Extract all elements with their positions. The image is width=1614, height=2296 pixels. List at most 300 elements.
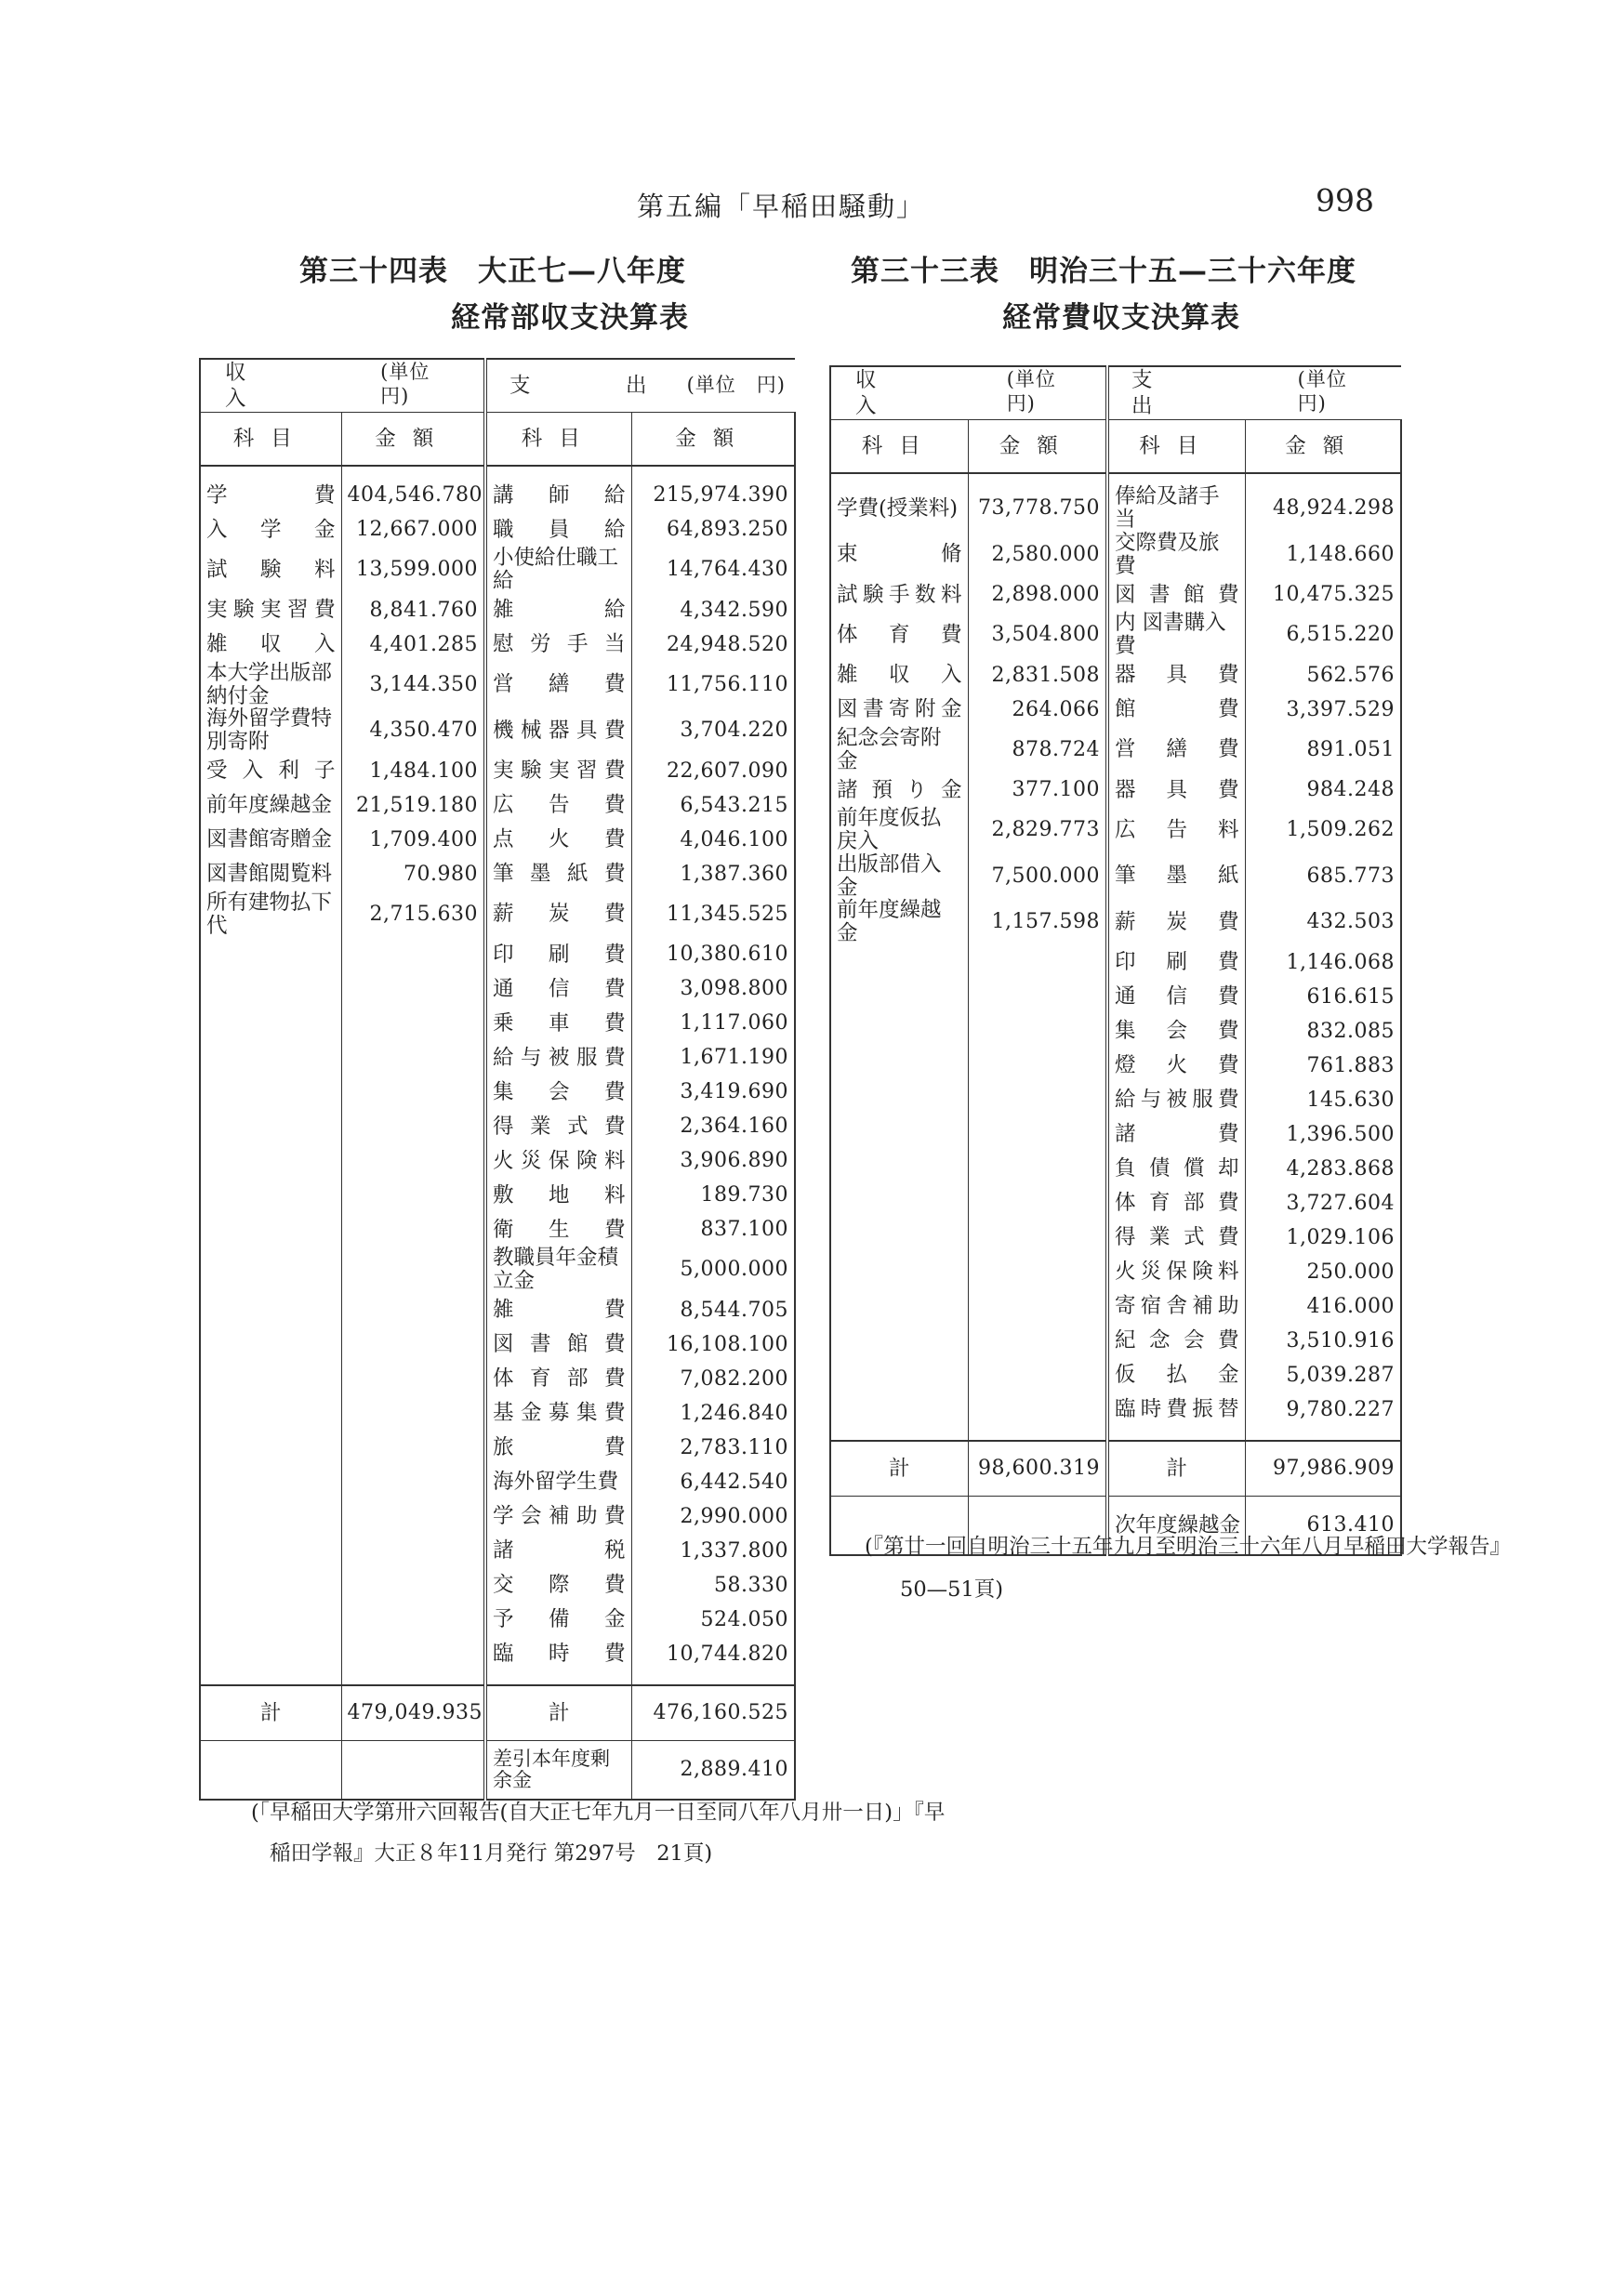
expense-amount: 1,387.360 <box>631 857 795 891</box>
income-item <box>830 1324 968 1358</box>
income-amount <box>341 1465 485 1499</box>
income-amount <box>341 1534 485 1568</box>
table-row <box>200 1247 795 1293</box>
table-row <box>200 512 795 547</box>
expense-item: 通信費 <box>485 971 631 1006</box>
expense-amount: 1,246.840 <box>631 1396 795 1431</box>
expense-header-cell <box>485 359 795 413</box>
table-row <box>200 707 795 754</box>
income-item <box>200 971 341 1006</box>
income-item <box>200 1075 341 1109</box>
expense-item: 予備金 <box>485 1603 631 1637</box>
income-item: 所有建物払下代 <box>200 891 341 938</box>
table-row <box>830 899 1401 945</box>
income-item <box>830 1049 968 1083</box>
expense-amount: 7,082.200 <box>631 1362 795 1396</box>
table-row <box>200 1075 795 1109</box>
expense-amount: 16,108.100 <box>631 1327 795 1362</box>
expense-item: 体育部費 <box>485 1362 631 1396</box>
income-amount <box>341 1327 485 1362</box>
income-amount: 21,519.180 <box>341 788 485 823</box>
balance-label: 次年度繰越金 <box>1107 1496 1245 1555</box>
income-amount <box>341 1603 485 1637</box>
expense-amount: 432.503 <box>1245 899 1401 945</box>
table-row <box>200 627 795 662</box>
expense-item: 俸給及諸手当 <box>1107 473 1245 532</box>
expense-header: 支 出 <box>509 374 684 399</box>
income-item <box>830 1392 968 1441</box>
table-row <box>830 1358 1401 1392</box>
expense-amount: 6,442.540 <box>631 1465 795 1499</box>
income-item <box>200 1396 341 1431</box>
income-amount <box>968 1392 1107 1441</box>
expense-amount: 616.615 <box>1245 980 1401 1014</box>
expense-item: 印刷費 <box>1107 945 1245 980</box>
table-row <box>830 1117 1401 1152</box>
col-amount-header: 金額 <box>1245 420 1401 474</box>
expense-amount: 416.000 <box>1245 1289 1401 1324</box>
balance-amount: 613.410 <box>1245 1496 1401 1555</box>
income-item <box>200 1293 341 1327</box>
expense-amount: 1,148.660 <box>1245 532 1401 578</box>
income-amount <box>341 1212 485 1247</box>
table-row <box>200 1362 795 1396</box>
income-item: 試験手数料 <box>830 577 968 612</box>
income-amount <box>341 971 485 1006</box>
expense-amount: 524.050 <box>631 1603 795 1637</box>
income-total: 479,049.935 <box>341 1685 485 1741</box>
expense-header: 支 出 <box>1131 368 1249 419</box>
expense-item: 火災保険料 <box>485 1143 631 1178</box>
expense-amount: 1,337.800 <box>631 1534 795 1568</box>
income-item <box>200 1212 341 1247</box>
total-label: 計 <box>830 1441 968 1497</box>
expense-item: 給与被服費 <box>1107 1083 1245 1117</box>
income-amount: 2,831.508 <box>968 658 1107 693</box>
income-item: 受入利子 <box>200 754 341 788</box>
expense-amount: 2,990.000 <box>631 1499 795 1534</box>
expense-item: 薪炭費 <box>485 891 631 938</box>
income-amount: 1,157.598 <box>968 899 1107 945</box>
income-amount: 3,144.350 <box>341 662 485 708</box>
income-amount: 7,500.000 <box>968 853 1107 900</box>
income-amount: 264.066 <box>968 693 1107 727</box>
income-item <box>830 1186 968 1221</box>
table-row <box>200 1293 795 1327</box>
income-item <box>200 1006 341 1040</box>
income-item: 前年度繰越金 <box>830 899 968 945</box>
empty-cell <box>200 1740 341 1800</box>
expense-amount: 215,974.390 <box>631 466 795 512</box>
income-item: 本大学出版部納付金 <box>200 662 341 708</box>
expense-amount: 10,475.325 <box>1245 577 1401 612</box>
col-item-header: 科目 <box>485 413 631 467</box>
income-amount <box>968 1255 1107 1289</box>
table-row <box>200 662 795 708</box>
right-table-title: 第三十三表 明治三十五—三十六年度 <box>851 255 1356 288</box>
expense-item: 燈火費 <box>1107 1049 1245 1083</box>
income-amount: 404,546.780 <box>341 466 485 512</box>
income-amount: 2,898.000 <box>968 577 1107 612</box>
table-row <box>200 1006 795 1040</box>
table-row <box>830 577 1401 612</box>
expense-item: 筆墨紙費 <box>485 857 631 891</box>
expense-item: 実験実習費 <box>485 754 631 788</box>
expense-amount: 2,364.160 <box>631 1109 795 1143</box>
expense-item: 乗車費 <box>485 1006 631 1040</box>
income-item <box>830 980 968 1014</box>
expense-item: 基金募集費 <box>485 1396 631 1431</box>
income-amount: 1,484.100 <box>341 754 485 788</box>
income-item <box>200 1327 341 1362</box>
income-item <box>830 1358 968 1392</box>
total-label: 計 <box>1107 1441 1245 1497</box>
income-amount: 377.100 <box>968 772 1107 807</box>
expense-item: 給与被服費 <box>485 1040 631 1075</box>
expense-amount: 250.000 <box>1245 1255 1401 1289</box>
left-source-line2: 稲田学報』大正８年11月発行 第297号 21頁) <box>270 1841 713 1866</box>
expense-item: 器具費 <box>1107 772 1245 807</box>
expense-item: 寄宿舎補助 <box>1107 1289 1245 1324</box>
expense-amount: 891.051 <box>1245 727 1401 773</box>
income-amount <box>968 945 1107 980</box>
table-row <box>200 937 795 971</box>
expense-amount: 64,893.250 <box>631 512 795 547</box>
income-amount: 2,829.773 <box>968 807 1107 853</box>
income-item <box>200 1247 341 1293</box>
left-table-subtitle: 経常部収支決算表 <box>451 301 689 335</box>
expense-item: 学会補助費 <box>485 1499 631 1534</box>
total-label: 計 <box>200 1685 341 1741</box>
table-row <box>200 788 795 823</box>
expense-amount: 761.883 <box>1245 1049 1401 1083</box>
income-item <box>830 1117 968 1152</box>
income-item <box>200 1499 341 1534</box>
income-item <box>830 1255 968 1289</box>
income-item <box>830 945 968 980</box>
income-item <box>830 1221 968 1255</box>
income-amount <box>968 1289 1107 1324</box>
expense-amount: 8,544.705 <box>631 1293 795 1327</box>
page-number: 998 <box>1316 182 1374 218</box>
table-row <box>830 658 1401 693</box>
income-item: 海外留学費特別寄附 <box>200 707 341 754</box>
expense-amount: 6,515.220 <box>1245 612 1401 658</box>
income-amount <box>341 1293 485 1327</box>
expense-amount: 1,029.106 <box>1245 1221 1401 1255</box>
table-row <box>830 1083 1401 1117</box>
income-item <box>200 1362 341 1396</box>
table-row <box>830 1255 1401 1289</box>
income-amount: 878.724 <box>968 727 1107 773</box>
expense-amount: 10,744.820 <box>631 1637 795 1685</box>
table-row <box>200 754 795 788</box>
table-row <box>830 727 1401 773</box>
income-amount <box>968 980 1107 1014</box>
table-row <box>830 1152 1401 1186</box>
income-header: 収 入 <box>855 368 972 419</box>
expense-item: 筆墨紙 <box>1107 853 1245 900</box>
income-amount <box>341 1637 485 1685</box>
expense-amount: 5,000.000 <box>631 1247 795 1293</box>
income-item <box>200 1431 341 1465</box>
right-table <box>829 365 1402 1556</box>
expense-item: 点火費 <box>485 823 631 857</box>
table-row <box>830 612 1401 658</box>
expense-item: 広告料 <box>1107 807 1245 853</box>
empty-cell <box>341 1740 485 1800</box>
table-row <box>200 1178 795 1212</box>
expense-amount: 1,509.262 <box>1245 807 1401 853</box>
income-item <box>200 937 341 971</box>
running-header: 第五編「早稲田騒動」 <box>637 191 926 222</box>
unit-label: (単位 円) <box>1006 368 1077 416</box>
expense-amount: 145.630 <box>1245 1083 1401 1117</box>
table-row <box>200 1212 795 1247</box>
col-item-header: 科目 <box>200 413 341 467</box>
income-amount: 4,401.285 <box>341 627 485 662</box>
income-item: 図書館寄贈金 <box>200 823 341 857</box>
table-row <box>200 1109 795 1143</box>
table-row <box>830 980 1401 1014</box>
expense-item: 通信費 <box>1107 980 1245 1014</box>
expense-amount: 14,764.430 <box>631 547 795 593</box>
expense-amount: 58.330 <box>631 1568 795 1603</box>
income-item <box>200 1603 341 1637</box>
expense-item: 海外留学生費 <box>485 1465 631 1499</box>
expense-item: 衛生費 <box>485 1212 631 1247</box>
expense-item: 薪炭費 <box>1107 899 1245 945</box>
table-row <box>200 1637 795 1685</box>
expense-amount: 1,396.500 <box>1245 1117 1401 1152</box>
table-row <box>830 1186 1401 1221</box>
expense-amount: 3,098.800 <box>631 971 795 1006</box>
expense-item: 教職員年金積立金 <box>485 1247 631 1293</box>
expense-header-cell <box>1107 366 1401 420</box>
income-amount <box>341 937 485 971</box>
unit-label: (単位 円) <box>686 374 786 397</box>
expense-amount: 2,783.110 <box>631 1431 795 1465</box>
expense-amount: 984.248 <box>1245 772 1401 807</box>
income-item: 束脩 <box>830 532 968 578</box>
left-source-line1: (「早稲田大学第卅六回報告(自大正七年九月一日至同八年八月卅一日)」『早 <box>251 1801 946 1825</box>
expense-item: 臨時費振替 <box>1107 1392 1245 1441</box>
left-table-title: 第三十四表 大正七—八年度 <box>299 255 686 288</box>
income-amount <box>968 1221 1107 1255</box>
expense-item: 交際費 <box>485 1568 631 1603</box>
income-amount <box>341 1109 485 1143</box>
expense-item: 交際費及旅費 <box>1107 532 1245 578</box>
income-amount: 1,709.400 <box>341 823 485 857</box>
table-row <box>200 1327 795 1362</box>
expense-item: 図書館費 <box>1107 577 1245 612</box>
income-amount <box>968 1152 1107 1186</box>
expense-item: 集会費 <box>485 1075 631 1109</box>
expense-amount: 10,380.610 <box>631 937 795 971</box>
income-item: 雑収入 <box>200 627 341 662</box>
income-amount <box>968 1049 1107 1083</box>
right-source-line1: (『第廿一回自明治三十五年九月至明治三十六年八月早稲田大学報告』 <box>865 1535 1512 1559</box>
income-item: 出版部借入金 <box>830 853 968 900</box>
income-item: 図書寄附金 <box>830 693 968 727</box>
expense-amount: 1,117.060 <box>631 1006 795 1040</box>
expense-amount: 3,397.529 <box>1245 693 1401 727</box>
unit-label: (単位 円) <box>1297 368 1368 416</box>
income-amount <box>968 1324 1107 1358</box>
table-row <box>200 823 795 857</box>
table-row <box>200 1568 795 1603</box>
income-item: 紀念会寄附金 <box>830 727 968 773</box>
income-amount <box>341 1040 485 1075</box>
table-row <box>830 1324 1401 1358</box>
expense-item: 諸税 <box>485 1534 631 1568</box>
right-table-subtitle: 経常費収支決算表 <box>1002 301 1240 335</box>
expense-amount: 3,727.604 <box>1245 1186 1401 1221</box>
expense-amount: 685.773 <box>1245 853 1401 900</box>
table-row <box>830 853 1401 900</box>
income-item: 図書館閲覧料 <box>200 857 341 891</box>
expense-amount: 11,345.525 <box>631 891 795 938</box>
income-amount: 4,350.470 <box>341 707 485 754</box>
income-item <box>200 1534 341 1568</box>
table-row <box>830 772 1401 807</box>
income-amount <box>968 1014 1107 1049</box>
income-amount: 12,667.000 <box>341 512 485 547</box>
income-amount <box>968 1186 1107 1221</box>
income-amount: 2,715.630 <box>341 891 485 938</box>
income-amount <box>341 1006 485 1040</box>
table-row <box>830 693 1401 727</box>
income-item: 体育費 <box>830 612 968 658</box>
table-row <box>830 1289 1401 1324</box>
income-item <box>200 1109 341 1143</box>
income-item: 雑収入 <box>830 658 968 693</box>
right-source-line2: 50—51頁) <box>900 1577 1004 1602</box>
col-amount-header: 金額 <box>968 420 1107 474</box>
table-row <box>830 807 1401 853</box>
income-item <box>200 1143 341 1178</box>
expense-item: 火災保険料 <box>1107 1255 1245 1289</box>
income-item <box>200 1178 341 1212</box>
income-item <box>200 1568 341 1603</box>
table-row <box>830 1014 1401 1049</box>
table-row <box>830 1221 1401 1255</box>
income-amount: 13,599.000 <box>341 547 485 593</box>
income-amount <box>968 1358 1107 1392</box>
expense-item: 負債償却 <box>1107 1152 1245 1186</box>
income-amount <box>341 1396 485 1431</box>
income-item <box>200 1637 341 1685</box>
col-amount-header: 金額 <box>341 413 485 467</box>
income-header-cell <box>200 359 485 413</box>
table-row <box>200 593 795 627</box>
expense-item: 仮払金 <box>1107 1358 1245 1392</box>
expense-amount: 24,948.520 <box>631 627 795 662</box>
expense-amount: 1,671.190 <box>631 1040 795 1075</box>
expense-item: 広告費 <box>485 788 631 823</box>
expense-amount: 48,924.298 <box>1245 473 1401 532</box>
expense-amount: 3,906.890 <box>631 1143 795 1178</box>
expense-amount: 5,039.287 <box>1245 1358 1401 1392</box>
expense-amount: 562.576 <box>1245 658 1401 693</box>
table-row <box>200 891 795 938</box>
table-row <box>200 1431 795 1465</box>
col-amount-header: 金額 <box>631 413 795 467</box>
income-amount: 2,580.000 <box>968 532 1107 578</box>
income-item: 前年度繰越金 <box>200 788 341 823</box>
table-row <box>200 1465 795 1499</box>
table-row <box>200 1143 795 1178</box>
expense-amount: 1,146.068 <box>1245 945 1401 980</box>
income-item <box>200 1465 341 1499</box>
expense-item: 職員給 <box>485 512 631 547</box>
income-header: 収 入 <box>225 361 342 412</box>
income-item <box>830 1289 968 1324</box>
expense-total: 476,160.525 <box>631 1685 795 1741</box>
table-row <box>200 1499 795 1534</box>
expense-item: 器具費 <box>1107 658 1245 693</box>
income-amount <box>968 1083 1107 1117</box>
expense-amount: 4,046.100 <box>631 823 795 857</box>
table-row <box>200 1396 795 1431</box>
expense-amount: 4,283.868 <box>1245 1152 1401 1186</box>
income-amount: 3,504.800 <box>968 612 1107 658</box>
income-amount <box>341 1568 485 1603</box>
income-amount <box>341 1075 485 1109</box>
income-item <box>830 1014 968 1049</box>
table-row <box>830 1392 1401 1441</box>
table-row <box>200 971 795 1006</box>
expense-item: 雑給 <box>485 593 631 627</box>
income-amount <box>341 1247 485 1293</box>
income-item: 学費 <box>200 466 341 512</box>
income-item <box>200 1040 341 1075</box>
income-amount: 73,778.750 <box>968 473 1107 532</box>
income-item: 入学金 <box>200 512 341 547</box>
expense-item: 諸費 <box>1107 1117 1245 1152</box>
table-row <box>830 1049 1401 1083</box>
expense-item: 臨時費 <box>485 1637 631 1685</box>
income-amount <box>968 1117 1107 1152</box>
balance-amount: 2,889.410 <box>631 1740 795 1800</box>
balance-label: 差引本年度剰余金 <box>485 1740 631 1800</box>
expense-item: 内 図書購入費 <box>1107 612 1245 658</box>
income-amount <box>341 1143 485 1178</box>
income-item: 学費(授業料) <box>830 473 968 532</box>
expense-amount: 22,607.090 <box>631 754 795 788</box>
expense-amount: 3,510.916 <box>1245 1324 1401 1358</box>
expense-item: 館費 <box>1107 693 1245 727</box>
expense-total: 97,986.909 <box>1245 1441 1401 1497</box>
table-row <box>200 857 795 891</box>
income-amount <box>341 1362 485 1396</box>
expense-item: 敷地料 <box>485 1178 631 1212</box>
expense-item: 印刷費 <box>485 937 631 971</box>
total-label: 計 <box>485 1685 631 1741</box>
income-item: 諸預り金 <box>830 772 968 807</box>
col-item-header: 科目 <box>830 420 968 474</box>
table-row <box>200 547 795 593</box>
income-header-cell <box>830 366 1107 420</box>
expense-item: 慰労手当 <box>485 627 631 662</box>
income-amount: 70.980 <box>341 857 485 891</box>
income-total: 98,600.319 <box>968 1441 1107 1497</box>
expense-item: 紀念会費 <box>1107 1324 1245 1358</box>
expense-item: 体育部費 <box>1107 1186 1245 1221</box>
expense-item: 小使給仕職工給 <box>485 547 631 593</box>
income-item: 試験料 <box>200 547 341 593</box>
expense-item: 旅費 <box>485 1431 631 1465</box>
